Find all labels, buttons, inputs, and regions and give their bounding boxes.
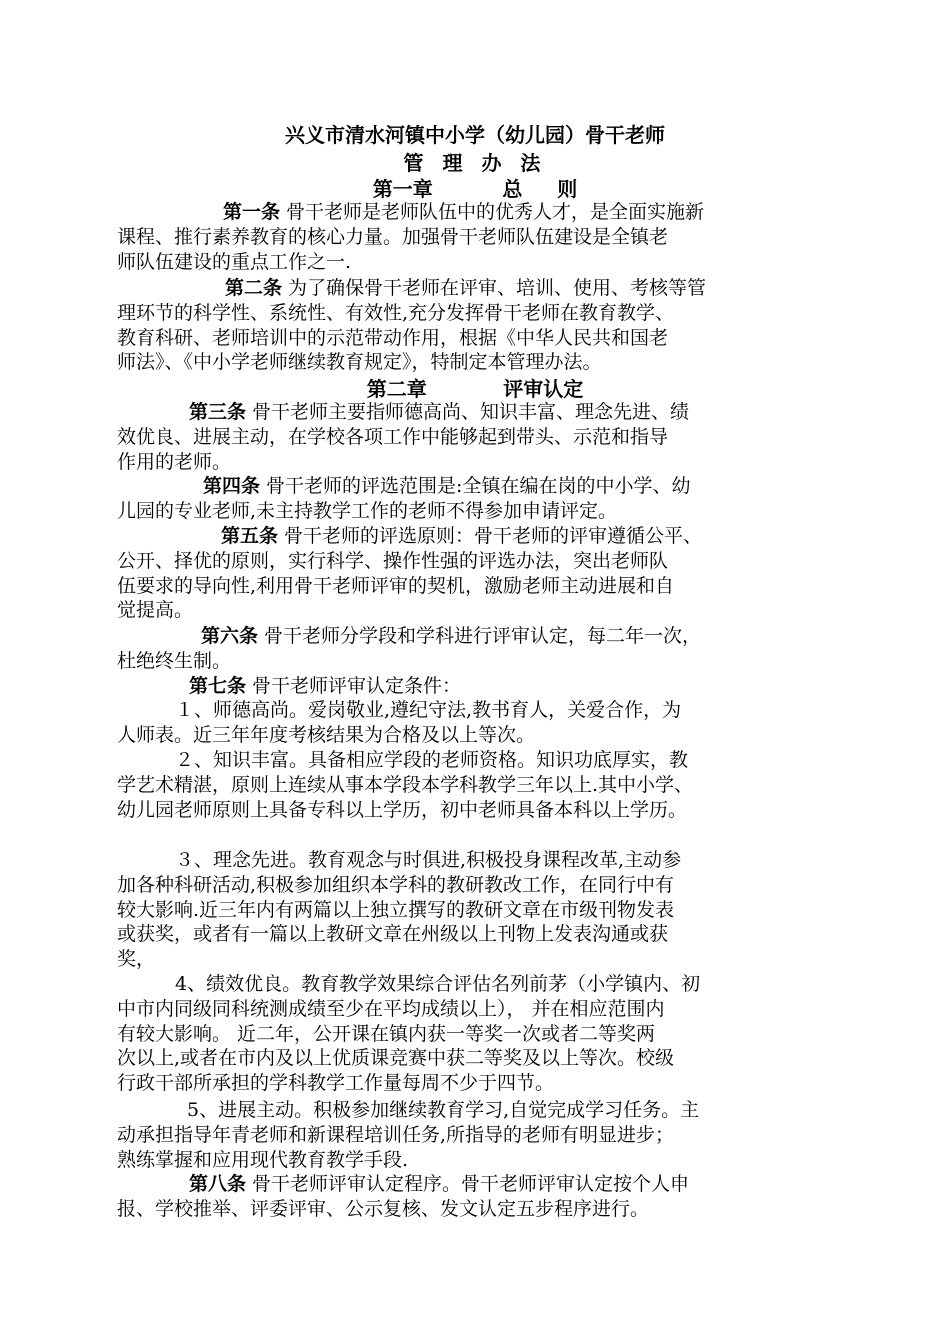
article-7 xyxy=(117,674,829,699)
article-8 xyxy=(117,1172,829,1222)
paragraph-line: 为了确保骨干老师在评审、培训、使用、考核等管 xyxy=(282,277,707,299)
paragraph-line: １、师德高尚。爱岗敬业,遵纪守法,教书育人，关爱合作，为 xyxy=(175,699,682,721)
paragraph-line: 儿园的专业老师,未主持教学工作的老师不得参加申请评定。 xyxy=(117,499,618,522)
paragraph-line: 行政干部所承担的学科教学工作量每周不少于四节。 xyxy=(117,1072,555,1095)
paragraph-line: 骨干老师主要指师德高尚、知识丰富、理念先进、绩 xyxy=(246,401,690,423)
article-label: 第一条 xyxy=(223,201,281,223)
paragraph-line: 较大影响.近三年内有两篇以上独立撰写的教研文章在市级刊物发表 xyxy=(117,898,675,921)
paragraph-line: 4、绩效优良。教育教学效果综合评估名列前茅（小学镇内、初 xyxy=(175,973,701,995)
paragraph-line: 公开、择优的原则，实行科学、操作性强的评选办法，突出老师队 xyxy=(117,549,669,572)
condition-item-3 xyxy=(117,848,829,972)
paragraph-line: 中市内同级同科统测成绩至少在平均成绩以上）， 并在相应范围内 xyxy=(117,997,665,1020)
article-1 xyxy=(117,200,829,274)
paragraph-line: 幼儿园老师原则上具备专科以上学历，初中老师具备本科以上学历。 xyxy=(117,798,688,821)
paragraph-line: 觉提高。 xyxy=(117,599,194,622)
paragraph-line: 师队伍建设的重点工作之一. xyxy=(117,250,352,273)
paragraph-line: 课程、推行素养教育的核心力量。加强骨干老师队伍建设是全镇老 xyxy=(117,225,669,248)
paragraph-line: 师法》、《中小学老师继续教育规定》，特制定本管理办法。 xyxy=(117,351,602,374)
paragraph-line: 加各种科研活动,积极参加组织本学科的教研教改工作，在同行中有 xyxy=(117,873,675,896)
condition-item-5 xyxy=(117,1098,829,1172)
paragraph-line: 或获奖，或者有一篇以上教研文章在州级以上刊物上发表沟通或获 xyxy=(117,923,669,946)
article-label: 第八条 xyxy=(189,1173,247,1195)
article-label: 第六条 xyxy=(201,625,259,647)
article-2 xyxy=(117,276,829,375)
paragraph-line: 效优良、进展主动，在学校各项工作中能够起到带头、示范和指导 xyxy=(117,425,669,448)
article-label: 第四条 xyxy=(203,475,261,497)
article-4 xyxy=(117,474,829,524)
paragraph-line: 骨干老师是老师队伍中的优秀人才，是全面实施新 xyxy=(280,201,705,223)
article-label: 第五条 xyxy=(221,525,279,547)
article-3 xyxy=(117,400,829,474)
condition-item-1 xyxy=(117,698,829,748)
paragraph-line: 报、学校推举、评委评审、公示复核、发文认定五步程序进行。 xyxy=(117,1197,650,1220)
article-label: 第三条 xyxy=(189,401,247,423)
condition-item-2 xyxy=(117,748,829,822)
condition-item-4 xyxy=(117,972,829,1096)
paragraph-line: 次以上,或者在市内及以上优质课竞赛中获二等奖及以上等次。校级 xyxy=(117,1047,675,1070)
paragraph-line: 骨干老师的评选范围是:全镇在编在岗的中小学、幼 xyxy=(260,475,691,497)
paragraph-line: 学艺术精湛，原则上连续从事本学段本学科教学三年以上.其中小学、 xyxy=(117,773,694,796)
chapter-heading-1: 第一章 总 则 xyxy=(372,177,578,201)
paragraph-line: 理环节的科学性、系统性、有效性,充分发挥骨干老师在教育教学、 xyxy=(117,301,675,324)
paragraph-line: 5、进展主动。积极参加继续教育学习,自觉完成学习任务。主 xyxy=(187,1099,700,1121)
paragraph-line: 伍要求的导向性,利用骨干老师评审的契机，激励老师主动进展和自 xyxy=(117,574,675,597)
article-5 xyxy=(117,524,829,623)
paragraph-line: 骨干老师分学段和学科进行评审认定，每二年一次， xyxy=(258,625,702,647)
paragraph-line: 骨干老师评审认定程序。骨干老师评审认定按个人申 xyxy=(246,1173,690,1195)
paragraph-line: 骨干老师的评选原则：骨干老师的评审遵循公平、 xyxy=(278,525,703,547)
paragraph-line: ２、知识丰富。具备相应学段的老师资格。知识功底厚实，教 xyxy=(175,749,689,771)
paragraph-line: ３、理念先进。教育观念与时俱进,积极投身课程改革,主动参 xyxy=(175,849,682,871)
paragraph-line: 人师表。近三年年度考核结果为合格及以上等次。 xyxy=(117,723,536,746)
paragraph-line: 熟练掌握和应用现代教育教学手段. xyxy=(117,1148,409,1171)
article-6 xyxy=(117,624,829,674)
paragraph-line: 奖， xyxy=(117,948,156,971)
document-title: 兴义市清水河镇中小学（幼儿园）骨干老师 xyxy=(285,123,665,147)
article-label: 第七条 xyxy=(189,675,247,697)
article-label: 第二条 xyxy=(225,277,283,299)
document-subtitle: 管 理 办 法 xyxy=(403,151,547,175)
chapter-heading-2: 第二章 评审认定 xyxy=(366,377,584,401)
paragraph-line: 有较大影响。 近二年，公开课在镇内获一等奖一次或者二等奖两 xyxy=(117,1022,656,1045)
paragraph-line: 作用的老师。 xyxy=(117,450,232,473)
paragraph-line: 骨干老师评审认定条件： xyxy=(246,675,462,697)
paragraph-line: 杜绝终生制。 xyxy=(117,649,232,672)
paragraph-line: 教育科研、老师培训中的示范带动作用，根据《中华人民共和国老 xyxy=(117,326,669,349)
paragraph-line: 动承担指导年青老师和新课程培训任务,所指导的老师有明显进步； xyxy=(117,1123,675,1146)
